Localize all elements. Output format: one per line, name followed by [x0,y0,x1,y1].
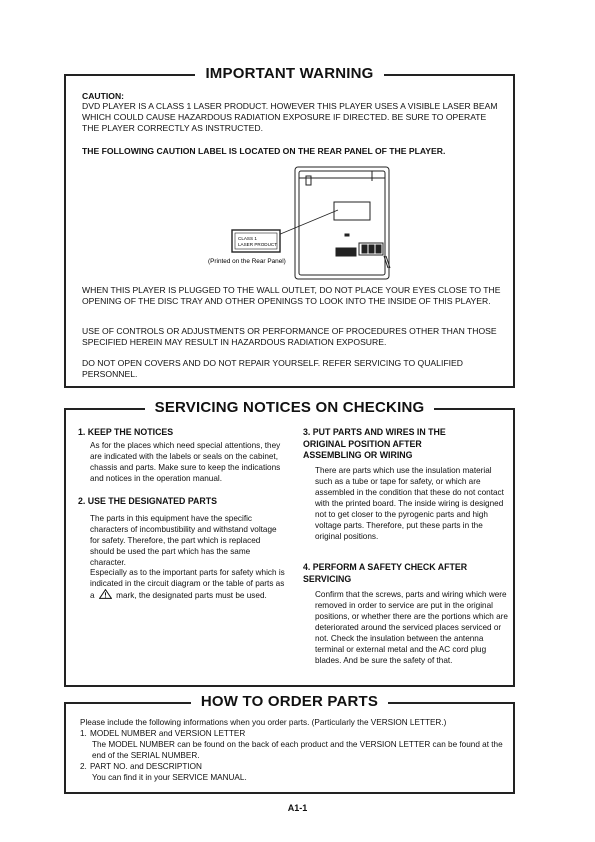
order-item-2-number: 2. [80,762,87,771]
label-pointer-line [278,210,338,235]
section-3-text: There are parts which use the insulation material such as a tube or tape for safety, or which are assembled in the condition that these do not contact with the printed board. The inside wiring is designed not to get closer to the pyrogenic parts and high voltage parts. Therefore, put these parts in the original positions. [315,466,504,541]
section-2-text-important-a: Especially as to the important parts for safety which is indicated in the circuit diagram or the table of parts as a [90,568,285,600]
order-item-1-title: MODEL NUMBER and VERSION LETTER [90,729,246,738]
order-item-1 [80,728,510,739]
warning-paragraph-2: USE OF CONTROLS OR ADJUSTMENTS OR PERFORMANCE OF PROCEDURES OTHER THAN THOSE SPECIFIED HEREIN MAY RESULT IN HAZARDOUS RADIATION EXPOSURE. [82,326,497,348]
warning-paragraph-1: WHEN THIS PLAYER IS PLUGGED TO THE WALL OUTLET, DO NOT PLACE YOUR EYES CLOSE TO THE OPENING OF THE DISC TRAY AND OTHER OPENINGS TO LOOK INTO THE INSIDE OF THIS PLAYER. [82,285,501,307]
caution-label-line2: LASER PRODUCT [238,242,278,247]
order-item-2-title: PART NO. and DESCRIPTION [90,762,202,771]
order-intro: Please include the following informations when you order parts. (Particularly the VERSION LETTER.) [80,718,447,727]
order-item-1-text: The MODEL NUMBER can be found on the back of each product and the VERSION LETTER can be found at the end of the SERIAL NUMBER. [92,740,503,760]
caution-text: DVD PLAYER IS A CLASS 1 LASER PRODUCT. HOWEVER THIS PLAYER USES A VISIBLE LASER BEAM WHICH COULD CAUSE HAZARDOUS RADIATION EXPOSURE IF DIRECTED. BE SURE TO OPERATE THE PLAYER CORRECTLY AS INSTRUCTED. [82,101,498,134]
caution-heading: CAUTION: [82,91,125,101]
section-2-text: The parts in this equipment have the specific characters of incombustibility and withstand voltage for safety. Therefore, the part which is replaced should be used the part which has the same character. [90,514,277,567]
label-location-note: THE FOLLOWING CAUTION LABEL IS LOCATED ON THE REAR PANEL OF THE PLAYER. [82,146,446,156]
connector-panel [336,234,390,268]
important-warning-title: IMPORTANT WARNING [195,64,383,84]
section-3-heading: 3. PUT PARTS AND WIRES IN THE ORIGINAL POSITION AFTER ASSEMBLING OR WIRING [303,427,446,460]
section-2-text-important-b: mark, the designated parts must be used. [116,591,267,600]
section-2-text-important [90,567,286,601]
device-label-area [334,202,370,220]
rear-panel-illustration [196,164,466,284]
label-caption: (Printed on the Rear Panel) [208,258,286,265]
order-item-2 [80,761,510,772]
warning-paragraph-3: DO NOT OPEN COVERS AND DO NOT REPAIR YOURSELF. REFER SERVICING TO QUALIFIED PERSONNEL. [82,358,463,380]
order-parts-title: HOW TO ORDER PARTS [191,692,388,712]
order-item-2-text: You can find it in your SERVICE MANUAL. [92,773,247,782]
servicing-notices-title: SERVICING NOTICES ON CHECKING [145,398,435,418]
order-item-1-number: 1. [80,729,87,738]
warning-triangle-icon [99,589,112,599]
page-number: A1-1 [287,803,308,813]
section-1-heading: 1. KEEP THE NOTICES [78,427,174,437]
section-4-text: Confirm that the screws, parts and wiring which were removed in order to service are put in the original positions, or whether there are the portions which are deteriorated around the serviced places serviced or not. Check the insulation between the antenna terminal or external metal and the AC cord plug blades. And be sure the safety of that. [315,590,508,665]
caution-label-line1: CLASS 1 [238,236,257,241]
order-parts-box [64,693,515,794]
section-1-text: As for the places which need special attentions, they are indicated with the labels or seals on the cabinet, chassis and parts. Make sure to keep the indications and notices in the operation manual. [90,441,281,483]
servicing-notices-box [64,399,515,687]
caution-label-box [232,230,280,252]
important-warning-box [64,65,515,388]
section-4-heading: 4. PERFORM A SAFETY CHECK AFTER SERVICING [303,562,468,584]
section-2-heading: 2. USE THE DESIGNATED PARTS [78,496,217,506]
player-body-outline [295,167,389,279]
